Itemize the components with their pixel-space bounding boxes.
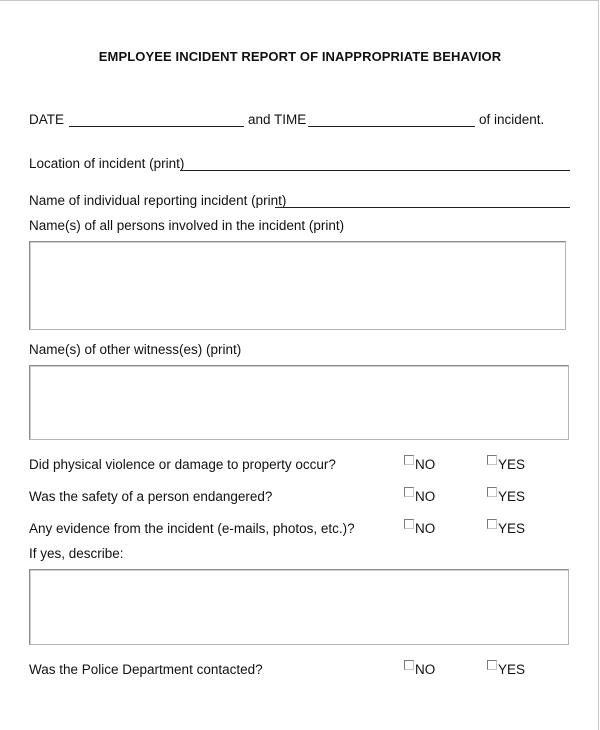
yes-label: YES xyxy=(498,457,526,472)
date-field[interactable] xyxy=(69,126,244,127)
reporter-field[interactable] xyxy=(275,207,570,208)
evidence-description-textarea[interactable] xyxy=(29,569,569,645)
involved-textarea[interactable] xyxy=(29,241,566,330)
question-violence: Did physical violence or damage to property occur? xyxy=(29,457,336,472)
question-evidence: Any evidence from the incident (e-mails, photos, etc.)? xyxy=(29,521,355,536)
witness-textarea[interactable] xyxy=(29,365,569,440)
evidence-no-option[interactable] xyxy=(404,521,435,536)
question-safety: Was the safety of a person endangered? xyxy=(29,489,273,504)
evidence-yes-option[interactable] xyxy=(487,521,525,536)
checkbox-icon[interactable] xyxy=(487,519,497,529)
checkbox-icon[interactable] xyxy=(487,487,497,497)
form-title: EMPLOYEE INCIDENT REPORT OF INAPPROPRIATE BEHAVIOR xyxy=(98,49,502,64)
police-yes-option[interactable] xyxy=(487,662,525,677)
no-label: NO xyxy=(415,662,436,677)
yes-label: YES xyxy=(498,521,526,536)
if-yes-label: If yes, describe: xyxy=(29,546,124,561)
yes-label: YES xyxy=(498,489,526,504)
no-label: NO xyxy=(415,457,436,472)
no-label: NO xyxy=(415,521,436,536)
checkbox-icon[interactable] xyxy=(404,519,414,529)
involved-label: Name(s) of all persons involved in the incident (print) xyxy=(29,218,345,233)
checkbox-icon[interactable] xyxy=(404,487,414,497)
witness-label: Name(s) of other witness(es) (print) xyxy=(29,342,242,357)
police-no-option[interactable] xyxy=(404,662,435,677)
incident-suffix: of incident. xyxy=(479,112,545,127)
reporter-label: Name of individual reporting incident (print) xyxy=(29,193,287,208)
checkbox-icon[interactable] xyxy=(487,455,497,465)
time-label: and TIME xyxy=(248,112,307,127)
checkbox-icon[interactable] xyxy=(404,455,414,465)
safety-no-option[interactable] xyxy=(404,489,435,504)
no-label: NO xyxy=(415,489,436,504)
checkbox-icon[interactable] xyxy=(487,660,497,670)
safety-yes-option[interactable] xyxy=(487,489,525,504)
time-field[interactable] xyxy=(308,126,475,127)
violence-yes-option[interactable] xyxy=(487,457,525,472)
checkbox-icon[interactable] xyxy=(404,660,414,670)
question-police: Was the Police Department contacted? xyxy=(29,662,263,677)
violence-no-option[interactable] xyxy=(404,457,435,472)
location-label: Location of incident (print) xyxy=(29,156,185,171)
yes-label: YES xyxy=(498,662,526,677)
location-field[interactable] xyxy=(180,170,570,171)
date-label: DATE xyxy=(29,112,65,127)
